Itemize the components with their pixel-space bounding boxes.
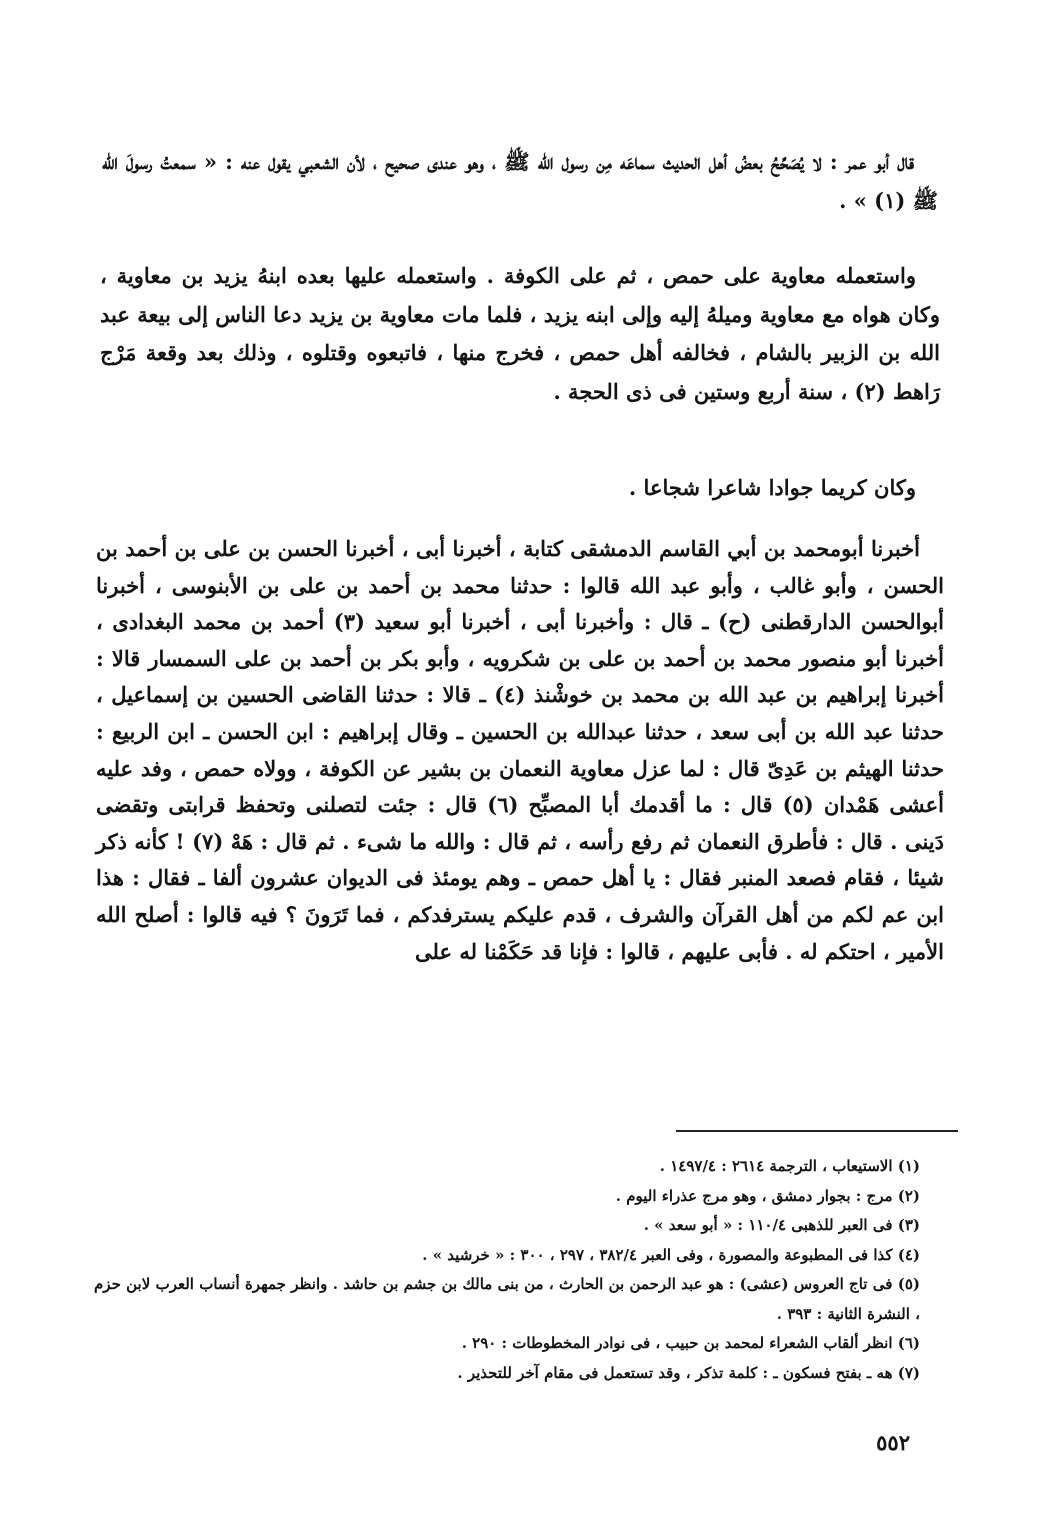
body-paragraph-4: أخبرنا أبومحمد بن أبي القاسم الدمشقى كتابة ، أخبرنا أبى ، أخبرنا الحسن بن على بن أحمد بن الحسن ، وأبو غالب ، وأبو عبد الله قالوا : حدثنا محمد بن أحمد بن على بن الأبنوسى ، أخبرنا أبوالحسن الدارقطنى (ح) ـ قال : وأخبرنا أبى ، أخبرنا أبو سعيد (٣) أحمد بن محمد البغدادى ، أخبرنا أبو منصور محمد بن أحمد بن على بن شكرويه ، وأبو بكر بن أحمد بن على السمسار قالا : أخبرنا إبراهيم بن عبد الله بن محمد بن خوشْنذ (٤) ـ قالا : حدثنا القاضى الحسين بن إسماعيل ، حدثنا عبد الله بن أبى سعد ، حدثنا عبدالله بن الحسين ـ وقال إبراهيم : ابن الحسن ـ ابن الربيع : حدثنا الهيثم بن عَدِىّ قال : لما عزل معاوية النعمان بن بشير عن الكوفة ، وولاه حمص ، وفد عليه أعشى هَمْدان (٥) قال : ما أقدمك أبا المصبِّح (٦) قال : جئت لتصلنى وتحفظ قرابتى وتقضى دَينى . قال : فأطرق النعمان ثم رفع رأسه ، ثم قال : والله ما شىء . ثم قال : هَهْ (٧) ! كأنه ذكر شيئا ، فقام فصعد المنبر فقال : يا أهل حمص ـ وهم يومئذ فى الديوان عشرون ألفا ـ فقال : هذا ابن عم لكم من أهل القرآن والشرف ، قدم عليكم يسترفدكم ، فما تَرَونَ ؟ فيه قالوا : أصلح الله الأمير ، احتكم له . فأبى عليهم ، قالوا : فإنا قد حَكَمْنا له على <box>96 536 945 964</box>
footnote-1: (١) الاستيعاب ، الترجمة ٢٦١٤ : ١٤٩٧/٤ . <box>659 1157 920 1175</box>
body-paragraph-3: وكان كريما جوادا شاعرا شجاعا . <box>628 475 916 500</box>
footnote-3: (٣) فى العبر للذهبى ١١٠/٤ : « أبو سعد » . <box>643 1216 920 1234</box>
footnote-2: (٢) مرج : بجوار دمشق ، وهو مرج عذراء اليوم . <box>615 1186 920 1205</box>
body-paragraph-1: قال أبو عمر : لا يُصَحِّحُ بعضُ أهل الحديث سماعَه مِن رسول الله ﷺ ، وهو عندى صحيح ، لأن الشعبي يقول عنه : « سمعتُ رسولَ الله ﷺ (١) » . <box>102 149 938 213</box>
footnote-5: (٥) فى تاج العروس (عشى) : هو عبد الرحمن بن الحارث ، من بنى مالك بن جشم بن حاشد . وانظر جمهرة أنساب العرب لابن حزم ، النشرة الثانية : ٣٩٣ . <box>94 1275 920 1323</box>
footnote-7: (٧) هه ـ بفتح فسكون ـ : كلمة تذكر ، وقد تستعمل فى مقام آخر للتحذير . <box>457 1363 920 1382</box>
footnote-4: (٤) كذا فى المطبوعة والمصورة ، وفى العبر ٣٨٢/٤ ، ٢٩٧ ، ٣٠٠ : « خرشيد » . <box>422 1245 920 1264</box>
footnote-divider <box>676 1130 958 1132</box>
footnotes-list <box>94 1152 944 1388</box>
body-paragraph-2: واستعمله معاوية على حمص ، ثم على الكوفة . واستعمله عليها بعده ابنهُ يزيد بن معاوية ، وكان هواه مع معاوية وميلهُ إليه وإلى ابنه يزيد ، فلما مات معاوية بن يزيد دعا الناس إلى بيعة عبد الله بن الزبير بالشام ، فخالفه أهل حمص ، فخرج منها ، فاتبعوه وقتلوه ، وذلك بعد وقعة مَرْج رَاهط (٢) ، سنة أربع وستين فى ذى الحجة . <box>100 263 940 404</box>
footnote-6: (٦) انظر ألقاب الشعراء لمحمد بن حبيب ، فى نوادر المخطوطات : ٢٩٠ . <box>461 1334 920 1352</box>
page-number: ٥٥٢ <box>876 1430 910 1455</box>
